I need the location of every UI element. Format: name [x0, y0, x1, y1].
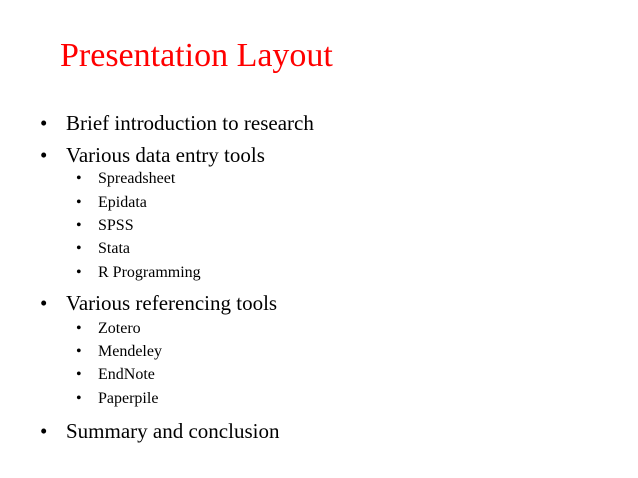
- bullet-icon: •: [40, 143, 48, 167]
- bullet-icon: •: [40, 291, 48, 315]
- sub-bullet-item: [76, 263, 201, 283]
- sub-bullet-text: Spreadsheet: [98, 170, 176, 187]
- bullet-icon: •: [40, 111, 48, 135]
- bullet-text: Various referencing tools: [66, 291, 278, 315]
- bullet-item: [40, 418, 279, 444]
- bullet-icon: •: [76, 264, 82, 281]
- sub-bullet-text: Stata: [98, 240, 130, 257]
- sub-bullet-text: Paperpile: [98, 390, 159, 407]
- bullet-icon: •: [76, 343, 82, 360]
- bullet-item: [40, 290, 277, 316]
- sub-bullet-text: R Programming: [98, 264, 201, 281]
- bullet-icon: •: [76, 217, 82, 234]
- bullet-item: [40, 110, 314, 136]
- sub-bullet-item: [76, 342, 162, 362]
- bullet-text: Various data entry tools: [66, 143, 265, 167]
- sub-bullet-item: [76, 193, 147, 213]
- bullet-icon: •: [76, 390, 82, 407]
- sub-bullet-item: [76, 319, 141, 339]
- sub-bullet-text: SPSS: [98, 217, 134, 234]
- bullet-text: Brief introduction to research: [66, 111, 314, 135]
- bullet-text: Summary and conclusion: [66, 419, 280, 443]
- bullet-icon: •: [40, 419, 48, 443]
- sub-bullet-text: Epidata: [98, 194, 147, 211]
- sub-bullet-item: [76, 365, 155, 385]
- sub-bullet-text: Zotero: [98, 320, 141, 337]
- bullet-icon: •: [76, 194, 82, 211]
- sub-bullet-text: Mendeley: [98, 343, 162, 360]
- bullet-icon: •: [76, 320, 82, 337]
- sub-bullet-item: [76, 389, 158, 409]
- slide-title: Presentation Layout: [60, 37, 333, 74]
- bullet-item: [40, 142, 265, 168]
- bullet-icon: •: [76, 170, 82, 187]
- sub-bullet-text: EndNote: [98, 366, 155, 383]
- sub-bullet-item: [76, 169, 175, 189]
- bullet-icon: •: [76, 240, 82, 257]
- bullet-icon: •: [76, 366, 82, 383]
- sub-bullet-item: [76, 239, 130, 259]
- sub-bullet-item: [76, 216, 134, 236]
